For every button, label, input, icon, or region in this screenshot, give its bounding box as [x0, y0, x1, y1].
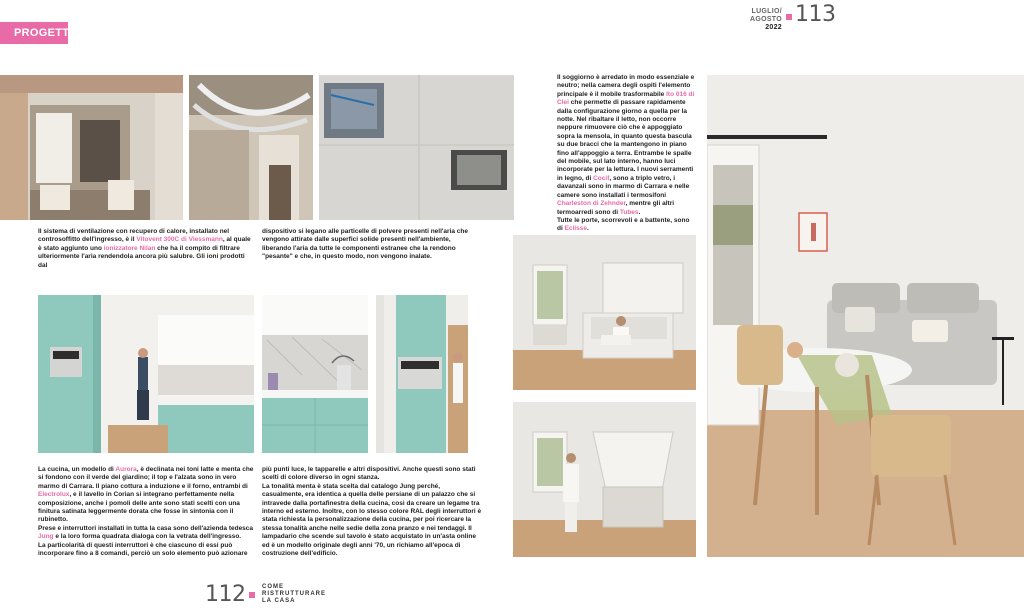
page-number-marker: [786, 14, 792, 20]
footer-marker: [249, 592, 255, 598]
brand-highlight: Electrolux: [38, 491, 70, 499]
brand-highlight: Ito 016 di Clei: [557, 90, 695, 107]
magazine-name: [262, 584, 326, 605]
brand-highlight: Charleston di Zehnder: [557, 200, 626, 208]
photo-guest-bed-open: [513, 235, 696, 390]
photo-construction-room: [0, 75, 183, 220]
brand-highlight: ionizzatore Nilan: [103, 244, 156, 252]
brand-highlight: Tubes: [619, 208, 639, 216]
brand-highlight: Cocif: [593, 174, 610, 182]
magazine-line3: LA CASA: [262, 598, 296, 604]
left-page-number: 112: [205, 582, 246, 607]
photo-living-room: [707, 75, 1024, 557]
brand-highlight: Vitovent 300C di Viessmann: [136, 236, 223, 244]
photo-kitchen-wide: [38, 295, 254, 453]
right-page-number: 113: [795, 2, 836, 27]
issue-year: 2022: [765, 24, 782, 31]
brand-highlight: Jung: [38, 533, 54, 541]
section-tag: PROGETTI: [0, 22, 68, 44]
issue-date: [738, 8, 782, 32]
text-ventilation-part2: dispositivo si legano alle particelle di polvere presenti nell'aria che vengono attirate dalle superfici solide presenti nell'ambiente, liberando l'aria da tutte le componenti estranee che la rendono "pesante" e che, in questo modo, non vengono inalate.: [262, 228, 469, 261]
brand-highlight: Aurora: [115, 466, 137, 473]
photo-guest-bed-folding: [513, 402, 696, 557]
text-living-room: Il soggiorno è arredato in modo essenziale e neutro; nella camera degli ospiti l'elemento principale è il mobile trasformabile Ito 016 di Clei che permette di passare rapidamente dalla configurazione giorno a quella per la notte. Nel ribaltare il letto, non occorre neppure rimuovere ciò che è appoggiato sopra la mensola, in quanto questa bascula su due bracci che la mantengono in piano fino all'appoggio a terra. Entrambe le spalle del mobile, sul lato interno, hanno luci incorporate per la lettura. I nuovi serramenti in legno, di Cocif, sono a triplo vetro, i davanzali sono in marmo di Carrara e nelle camere sono installati i termosifoni Charleston di Zehnder, mentre gli altri termoarredi sono di Tubes. Tutte le porte, scorrevoli e a battente, sono di Eclisse.: [557, 74, 695, 233]
photo-kitchen-column: [376, 295, 468, 453]
text-kitchen-part2: più punti luce, le tapparelle e altri dispositivi. Anche questi sono stati scelti di colore diverso in ogni stanza. La tonalità menta è stata scelta dal catalogo Jung perché, casualmente, era identica a quella delle persiane di un palazzo che si intravede dalla portafinestra della cucina, così da creare un legame tra interno ed esterno. Inoltre, con lo stesso colore RAL degli interruttori è stata richiesta la personalizzazione della cucina, per poi ricercare la stessa tonalità anche nelle sedie della zona pranzo e nei tendaggi. Il lampadario che scende sul tavolo è stato acquistato in un'asta online ed è un modello originale degli anni '70, un richiamo all'epoca di costruzione dell'edificio.: [262, 466, 482, 558]
text-kitchen-part1: La cucina, un modello di Aurora, è declinata nei toni latte e menta che si fondono con il verde del giardino; il top e l'alzata sono in vero marmo di Carrara. Il piano cottura a induzione e il forno, entrambi di Electrolux, e il lavello in Corian si integrano perfettamente nella composizione, anche i pomoli delle ante sono stati scelti con una finitura satinata leggermente dorata che fosse in sintonia con il rubinetto. Prese e interruttori installati in tutta la casa sono dell'azienda tedesca Jung e la loro forma quadrata dialoga con la vetrata dell'ingresso. La particolarità di questi interruttori è che ciascuno di essi può incorporare fino a 8 comandi, perciò un solo elemento può azionare: [38, 466, 254, 558]
photo-construction-ceiling: [189, 75, 313, 220]
magazine-line1: COME: [262, 584, 284, 590]
brand-highlight: Eclisse: [564, 225, 588, 233]
issue-month: LUGLIO/ AGOSTO: [749, 8, 782, 23]
magazine-line2: RISTRUTTURARE: [262, 591, 326, 597]
text-ventilation-part1: Il sistema di ventilazione con recupero di calore, installato nel controsoffitto dell'ingresso, è il Vitovent 300C di Viessmann, al quale è stato aggiunto uno ionizzatore Nilan che ha il compito di filtrare ulteriormente l'aria rendendola ancora più salubre. Gli ioni prodotti dal: [38, 228, 251, 269]
photo-kitchen-detail: [262, 295, 368, 453]
photo-ventilation-ceiling: [319, 75, 514, 220]
